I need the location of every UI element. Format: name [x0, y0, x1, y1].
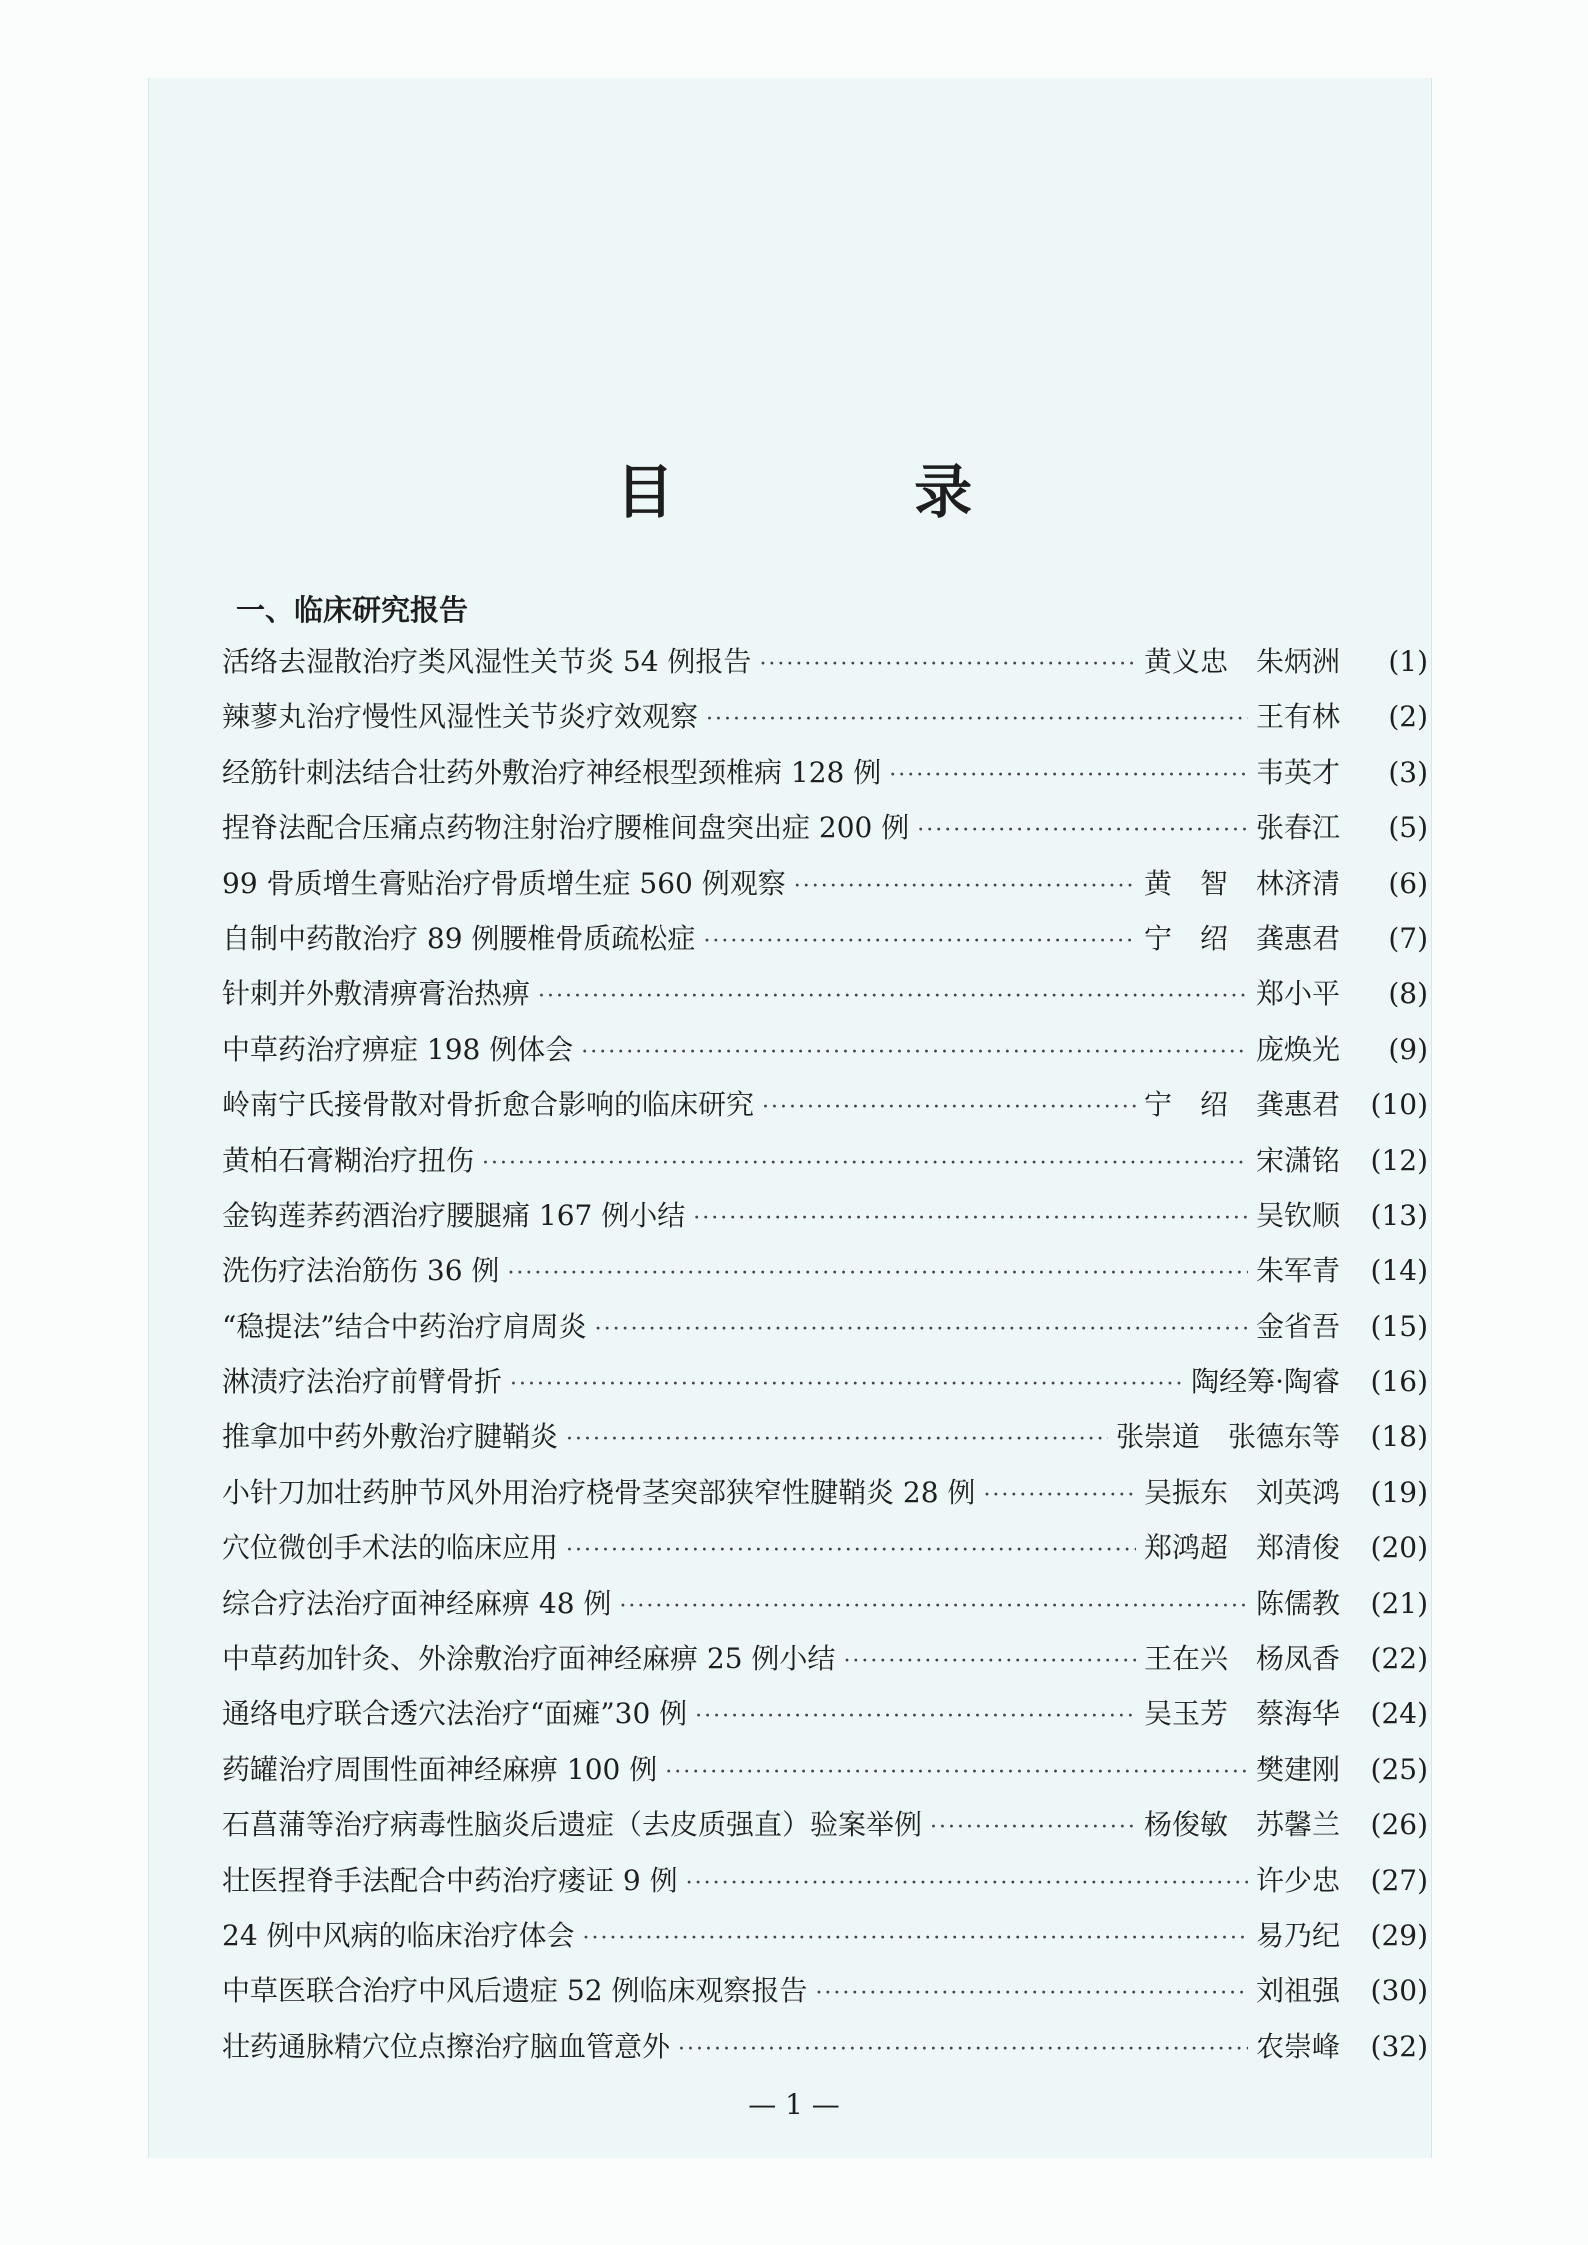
- leader-dots: [930, 1815, 1136, 1840]
- entry-page: (21): [1370, 1586, 1428, 1620]
- entry-title: 经筋针刺法结合壮药外敷治疗神经根型颈椎病 128 例: [222, 755, 882, 789]
- entry-title: 小针刀加壮药肿节风外用治疗桡骨茎突部狭窄性腱鞘炎 28 例: [222, 1475, 976, 1509]
- entry-authors: 陈儒教: [1255, 1586, 1340, 1620]
- entry-title: 中草药治疗痹症 198 例体会: [222, 1032, 574, 1066]
- entry-title: 壮药通脉精穴位点擦治疗脑血管意外: [222, 2029, 671, 2063]
- entry-authors: 宋潇铭: [1255, 1143, 1340, 1177]
- entry-authors: 宁 绍 龚惠君: [1143, 1088, 1340, 1122]
- entry-title: 推拿加中药外敷治疗腱鞘炎: [222, 1420, 559, 1454]
- entry-title: 洗伤疗法治筋伤 36 例: [222, 1254, 500, 1288]
- entry-title: 淋渍疗法治疗前臂骨折: [222, 1365, 503, 1399]
- entry-authors: 庞焕光: [1255, 1032, 1340, 1066]
- entry-title: 24 例中风病的临床治疗体会: [222, 1918, 575, 1952]
- leader-dots: [706, 707, 1248, 732]
- entry-page: (20): [1370, 1531, 1428, 1565]
- toc-entry[interactable]: [222, 1582, 1428, 1637]
- entry-authors: 韦英才: [1255, 755, 1340, 789]
- leader-dots: [843, 1649, 1136, 1674]
- entry-authors: 黄义忠 朱炳洲: [1143, 645, 1340, 678]
- leader-dots: [762, 1095, 1136, 1120]
- entry-title: 活络去湿散治疗类风湿性关节炎 54 例报告: [222, 645, 752, 678]
- entry-page: (8): [1388, 977, 1428, 1011]
- toc-entry[interactable]: [222, 806, 1428, 861]
- entry-page: (30): [1370, 1974, 1428, 2008]
- toc-entry[interactable]: [222, 1028, 1428, 1083]
- entry-page: (18): [1370, 1420, 1428, 1454]
- entry-page: (2): [1388, 700, 1428, 734]
- leader-dots: [693, 1206, 1248, 1231]
- toc-entry[interactable]: [222, 1526, 1428, 1581]
- entry-page: (1): [1388, 645, 1428, 678]
- toc-entry[interactable]: [222, 1803, 1428, 1858]
- leader-dots: [794, 874, 1136, 899]
- entry-authors: 刘祖强: [1255, 1974, 1340, 2008]
- entry-authors: 朱军青: [1255, 1254, 1340, 1288]
- entry-page: (13): [1370, 1198, 1428, 1232]
- toc-entry[interactable]: [222, 1637, 1428, 1692]
- toc-entry[interactable]: [222, 640, 1428, 695]
- entry-page: (10): [1370, 1088, 1428, 1122]
- entry-title: 自制中药散治疗 89 例腰椎骨质疏松症: [222, 921, 696, 955]
- toc-entry[interactable]: [222, 1859, 1428, 1914]
- toc-entry[interactable]: [222, 1914, 1428, 1969]
- toc-entry[interactable]: [222, 1692, 1428, 1747]
- leader-dots: [686, 1871, 1248, 1896]
- leader-dots: [695, 1704, 1136, 1729]
- entry-title: 综合疗法治疗面神经麻痹 48 例: [222, 1586, 612, 1620]
- entry-page: (3): [1388, 755, 1428, 789]
- entry-authors: 宁 绍 龚惠君: [1143, 921, 1340, 955]
- entry-title: 穴位微创手术法的临床应用: [222, 1531, 559, 1565]
- entry-authors: 王有林: [1255, 700, 1340, 734]
- leader-dots: [815, 1981, 1248, 2006]
- entry-page: (29): [1370, 1918, 1428, 1952]
- leader-dots: [566, 1427, 1108, 1452]
- leader-dots: [678, 2037, 1248, 2062]
- leader-dots: [703, 929, 1136, 954]
- entry-title: 通络电疗联合透穴法治疗“面瘫”30 例: [222, 1697, 688, 1731]
- toc-entry[interactable]: [222, 972, 1428, 1027]
- entry-page: (24): [1370, 1697, 1428, 1731]
- toc-entry[interactable]: [222, 1194, 1428, 1249]
- entry-page: (25): [1370, 1752, 1428, 1786]
- entry-page: (7): [1388, 921, 1428, 955]
- entry-title: “稳提法”结合中药治疗肩周炎: [222, 1309, 587, 1343]
- entry-page: (5): [1388, 811, 1428, 845]
- entry-authors: 杨俊敏 苏馨兰: [1143, 1808, 1340, 1842]
- entry-authors: 樊建刚: [1255, 1752, 1340, 1786]
- leader-dots: [581, 1040, 1248, 1065]
- toc-entry[interactable]: [222, 2025, 1428, 2080]
- entry-page: (22): [1370, 1642, 1428, 1676]
- page-number: — 1 —: [748, 2088, 840, 2121]
- entry-authors: 吴振东 刘英鸿: [1143, 1475, 1340, 1509]
- entry-authors: 郑鸿超 郑清俊: [1143, 1531, 1340, 1565]
- toc-entry[interactable]: [222, 695, 1428, 750]
- entry-page: (26): [1370, 1808, 1428, 1842]
- entry-title: 捏脊法配合压痛点药物注射治疗腰椎间盘突出症 200 例: [222, 811, 910, 845]
- entry-page: (19): [1370, 1475, 1428, 1509]
- entry-page: (9): [1388, 1032, 1428, 1066]
- toc-entry[interactable]: [222, 1305, 1428, 1360]
- entry-authors: 黄 智 林济清: [1143, 866, 1340, 900]
- leader-dots: [538, 984, 1248, 1009]
- entry-authors: 郑小平: [1255, 977, 1340, 1011]
- entry-authors: 农崇峰: [1255, 2029, 1340, 2063]
- toc-entry[interactable]: [222, 862, 1428, 917]
- toc-list: [222, 640, 1428, 2080]
- entry-authors: 陶经筹·陶睿: [1191, 1365, 1340, 1399]
- entry-page: (16): [1370, 1365, 1428, 1399]
- entry-title: 中草药加针灸、外涂敷治疗面神经麻痹 25 例小结: [222, 1642, 836, 1676]
- entry-title: 辣蓼丸治疗慢性风湿性关节炎疗效观察: [222, 700, 699, 734]
- entry-page: (6): [1388, 866, 1428, 900]
- leader-dots: [482, 1151, 1248, 1176]
- leader-dots: [665, 1760, 1248, 1785]
- entry-title: 岭南宁氏接骨散对骨折愈合影响的临床研究: [222, 1088, 755, 1122]
- toc-entry[interactable]: [222, 1139, 1428, 1194]
- section-heading: 一、临床研究报告: [236, 593, 469, 627]
- leader-dots: [583, 1926, 1248, 1951]
- toc-entry[interactable]: [222, 1249, 1428, 1304]
- entry-authors: 许少忠: [1255, 1863, 1340, 1897]
- leader-dots: [510, 1372, 1183, 1397]
- entry-authors: 王在兴 杨凤香: [1143, 1642, 1340, 1676]
- leader-dots: [759, 652, 1136, 677]
- leader-dots: [619, 1594, 1248, 1619]
- entry-authors: 易乃纪: [1255, 1918, 1340, 1952]
- entry-title: 99 骨质增生膏贴治疗骨质增生症 560 例观察: [222, 866, 786, 900]
- entry-authors: 吴玉芳 蔡海华: [1143, 1697, 1340, 1731]
- toc-entry[interactable]: [222, 1969, 1428, 2024]
- toc-entry[interactable]: [222, 917, 1428, 972]
- leader-dots: [917, 818, 1248, 843]
- leader-dots: [983, 1483, 1136, 1508]
- entry-title: 针刺并外敷清痹膏治热痹: [222, 977, 531, 1011]
- leader-dots: [566, 1538, 1136, 1563]
- toc-entry[interactable]: [222, 1360, 1428, 1415]
- entry-page: (14): [1370, 1254, 1428, 1288]
- entry-authors: 金省吾: [1255, 1309, 1340, 1343]
- page-title: 目 录: [615, 458, 1083, 526]
- leader-dots: [889, 763, 1248, 788]
- entry-authors: 张崇道 张德东等: [1115, 1420, 1340, 1454]
- entry-title: 石菖蒲等治疗病毒性脑炎后遗症（去皮质强直）验案举例: [222, 1808, 923, 1842]
- entry-page: (12): [1370, 1143, 1428, 1177]
- toc-entry[interactable]: [222, 1083, 1428, 1138]
- entry-title: 壮医捏脊手法配合中药治疗瘘证 9 例: [222, 1863, 678, 1897]
- leader-dots: [507, 1261, 1248, 1286]
- toc-entry[interactable]: [222, 1415, 1428, 1470]
- entry-title: 金钩莲荞药酒治疗腰腿痛 167 例小结: [222, 1198, 686, 1232]
- entry-page: (15): [1370, 1309, 1428, 1343]
- toc-entry[interactable]: [222, 1748, 1428, 1803]
- entry-authors: 张春江: [1255, 811, 1340, 845]
- leader-dots: [595, 1317, 1248, 1342]
- entry-authors: 吴钦顺: [1255, 1198, 1340, 1232]
- entry-title: 黄柏石膏糊治疗扭伤: [222, 1143, 475, 1177]
- toc-entry[interactable]: [222, 1471, 1428, 1526]
- entry-page: (32): [1370, 2029, 1428, 2063]
- entry-title: 药罐治疗周围性面神经麻痹 100 例: [222, 1752, 658, 1786]
- entry-page: (27): [1370, 1863, 1428, 1897]
- entry-title: 中草医联合治疗中风后遗症 52 例临床观察报告: [222, 1974, 808, 2008]
- toc-entry[interactable]: [222, 751, 1428, 806]
